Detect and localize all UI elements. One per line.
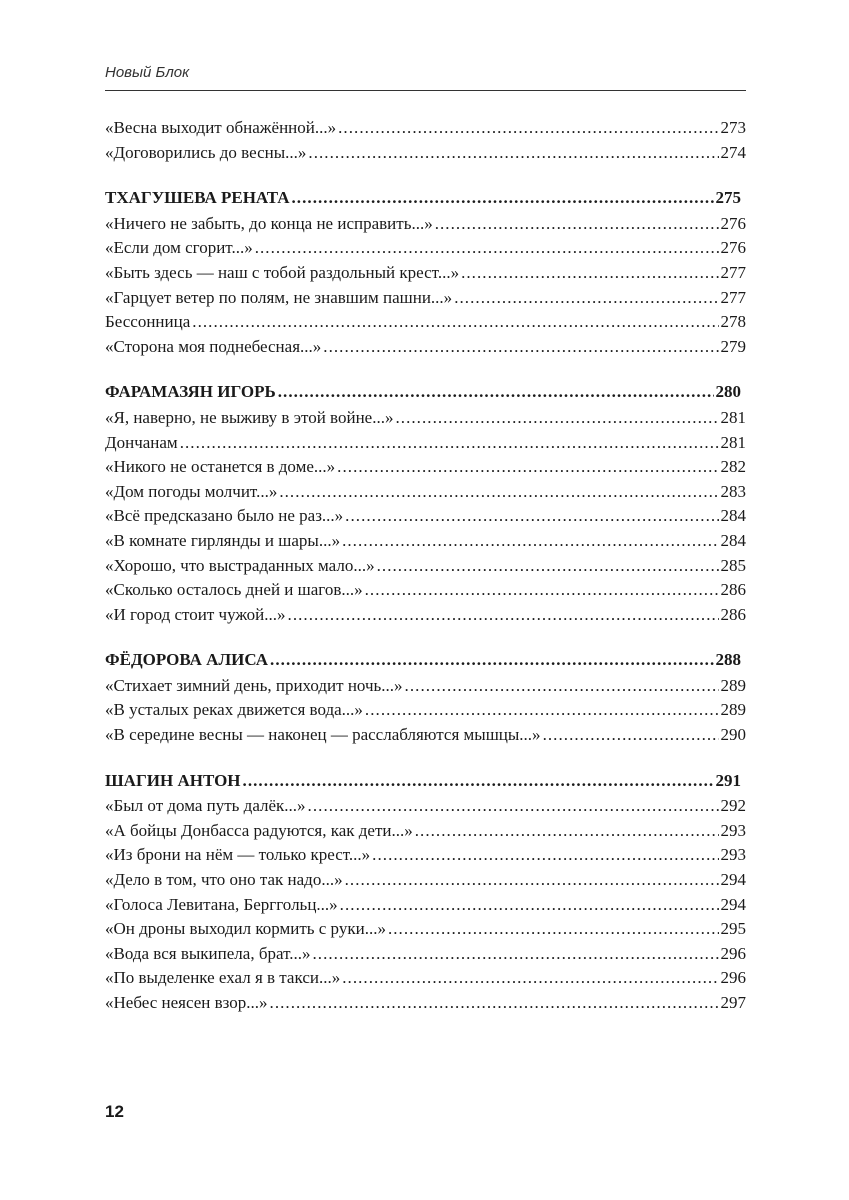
author-heading[interactable] bbox=[105, 380, 746, 405]
entry-title: «Сколько осталось дней и шагов...» bbox=[105, 580, 363, 600]
entry-title: «Был от дома путь далёк...» bbox=[105, 796, 306, 816]
toc-entry[interactable] bbox=[105, 966, 746, 991]
entry-page: 289 bbox=[720, 700, 746, 720]
toc-entry[interactable] bbox=[105, 578, 746, 603]
entry-title: «Ничего не забыть, до конца не исправить...» bbox=[105, 213, 433, 233]
entry-page: 285 bbox=[720, 555, 746, 575]
entry-page: 282 bbox=[720, 457, 746, 477]
entry-page: 276 bbox=[720, 213, 746, 233]
entry-page: 296 bbox=[720, 943, 746, 963]
entry-page: 280 bbox=[715, 382, 741, 402]
entry-title: Бессонница bbox=[105, 312, 191, 332]
entry-page: 294 bbox=[720, 894, 746, 914]
dot-leader bbox=[365, 698, 719, 723]
dot-leader bbox=[308, 141, 718, 166]
dot-leader bbox=[435, 212, 719, 237]
entry-title: «Хорошо, что выстраданных мало...» bbox=[105, 555, 375, 575]
entry-title: ШАГИН АНТОН bbox=[105, 770, 241, 790]
dot-leader bbox=[308, 794, 719, 819]
dot-leader bbox=[415, 819, 719, 844]
entry-page: 273 bbox=[720, 118, 746, 137]
dot-leader bbox=[279, 480, 718, 505]
toc-entry[interactable] bbox=[105, 116, 746, 141]
entry-page: 274 bbox=[720, 142, 746, 162]
dot-leader bbox=[338, 116, 718, 141]
dot-leader bbox=[345, 868, 719, 893]
entry-title: «Дом погоды молчит...» bbox=[105, 481, 278, 501]
author-heading[interactable] bbox=[105, 648, 746, 673]
toc-entry[interactable] bbox=[105, 893, 746, 918]
entry-page: 284 bbox=[720, 530, 746, 550]
entry-page: 286 bbox=[720, 604, 746, 624]
entry-title: «Из брони на нём — только крест...» bbox=[105, 845, 371, 865]
toc-entry[interactable] bbox=[105, 819, 746, 844]
dot-leader bbox=[243, 769, 714, 794]
entry-title: «Голоса Левитана, Берггольц...» bbox=[105, 894, 338, 914]
header-rule bbox=[105, 90, 746, 91]
entry-title: «И город стоит чужой...» bbox=[105, 604, 286, 624]
toc-entry[interactable] bbox=[105, 261, 746, 286]
toc-entry[interactable] bbox=[105, 674, 746, 699]
toc-entry[interactable] bbox=[105, 868, 746, 893]
toc-entry[interactable] bbox=[105, 723, 746, 748]
toc-entry[interactable] bbox=[105, 335, 746, 360]
author-section bbox=[105, 186, 746, 359]
entry-page: 277 bbox=[720, 287, 746, 307]
entry-title: «Весна выходит обнажённой...» bbox=[105, 118, 337, 137]
toc-entry[interactable] bbox=[105, 286, 746, 311]
dot-leader bbox=[278, 380, 714, 405]
author-heading[interactable] bbox=[105, 769, 746, 794]
entry-title: «Если дом сгорит...» bbox=[105, 238, 253, 258]
dot-leader bbox=[395, 406, 718, 431]
toc-entry[interactable] bbox=[105, 212, 746, 237]
toc-entry[interactable] bbox=[105, 310, 746, 335]
entry-title: «Быть здесь — наш с тобой раздольный крест...» bbox=[105, 262, 460, 282]
entry-title: ТХАГУШЕВА РЕНАТА bbox=[105, 188, 290, 208]
dot-leader bbox=[543, 723, 719, 748]
toc-entry[interactable] bbox=[105, 431, 746, 456]
entry-page: 278 bbox=[720, 312, 746, 332]
dot-leader bbox=[270, 648, 713, 673]
dot-leader bbox=[192, 310, 718, 335]
entry-title: «Дело в том, что оно так надо...» bbox=[105, 870, 343, 890]
author-section bbox=[105, 769, 746, 1016]
toc-entry[interactable] bbox=[105, 141, 746, 166]
toc-entry[interactable] bbox=[105, 504, 746, 529]
dot-leader bbox=[312, 942, 718, 967]
dot-leader bbox=[405, 674, 719, 699]
entry-title: «В середине весны — наконец — расслабляются мышцы...» bbox=[105, 725, 541, 745]
toc-entry[interactable] bbox=[105, 480, 746, 505]
entry-page: 290 bbox=[720, 725, 746, 745]
running-head: Новый Блок bbox=[105, 64, 190, 81]
toc-entry[interactable] bbox=[105, 236, 746, 261]
dot-leader bbox=[454, 286, 718, 311]
author-section bbox=[105, 380, 746, 627]
toc-entry[interactable] bbox=[105, 991, 746, 1016]
entry-title: «В усталых реках движется вода...» bbox=[105, 700, 363, 720]
page-number: 12 bbox=[105, 1102, 124, 1121]
entry-page: 296 bbox=[720, 968, 746, 988]
entry-title: «Гарцует ветер по полям, не знавшим пашни...» bbox=[105, 287, 453, 307]
entry-title: «Сторона моя поднебесная...» bbox=[105, 336, 322, 356]
toc-entry[interactable] bbox=[105, 529, 746, 554]
toc-entry[interactable] bbox=[105, 794, 746, 819]
entry-title: ФЁДОРОВА АЛИСА bbox=[105, 650, 269, 670]
dot-leader bbox=[270, 991, 719, 1016]
dot-leader bbox=[342, 966, 718, 991]
dot-leader bbox=[372, 843, 718, 868]
entry-title: «По выделенке ехал я в такси...» bbox=[105, 968, 341, 988]
author-section bbox=[105, 648, 746, 747]
entry-page: 297 bbox=[720, 993, 746, 1012]
toc-entry[interactable] bbox=[105, 917, 746, 942]
entry-title: ФАРАМАЗЯН ИГОРЬ bbox=[105, 382, 276, 402]
toc-entry[interactable] bbox=[105, 942, 746, 967]
toc-entry[interactable] bbox=[105, 843, 746, 868]
entry-title: «Всё предсказано было не раз...» bbox=[105, 506, 344, 526]
dot-leader bbox=[180, 431, 719, 456]
toc-entry[interactable] bbox=[105, 406, 746, 431]
entry-title: «Вода вся выкипела, брат...» bbox=[105, 943, 311, 963]
entry-page: 281 bbox=[720, 407, 746, 427]
dot-leader bbox=[461, 261, 718, 286]
entry-page: 286 bbox=[720, 580, 746, 600]
entry-title: «Никого не останется в доме...» bbox=[105, 457, 336, 477]
entry-page: 293 bbox=[720, 820, 746, 840]
dot-leader bbox=[342, 529, 718, 554]
dot-leader bbox=[288, 603, 719, 628]
entry-page: 295 bbox=[720, 919, 746, 939]
dot-leader bbox=[365, 578, 719, 603]
entry-title: «Я, наверно, не выживу в этой войне...» bbox=[105, 407, 394, 427]
entry-page: 284 bbox=[720, 506, 746, 526]
entry-page: 283 bbox=[720, 481, 746, 501]
entry-title: «А бойцы Донбасса радуются, как дети...» bbox=[105, 820, 413, 840]
entry-page: 276 bbox=[720, 238, 746, 258]
dot-leader bbox=[345, 504, 718, 529]
entry-page: 288 bbox=[715, 650, 741, 670]
toc-entry[interactable] bbox=[105, 455, 746, 480]
dot-leader bbox=[337, 455, 718, 480]
entry-title: «Договорились до весны...» bbox=[105, 142, 307, 162]
entry-page: 279 bbox=[720, 336, 746, 356]
entry-page: 293 bbox=[720, 845, 746, 865]
dot-leader bbox=[323, 335, 718, 360]
dot-leader bbox=[292, 186, 714, 211]
entry-title: Дончанам bbox=[105, 432, 178, 452]
entry-page: 294 bbox=[720, 870, 746, 890]
entry-title: «В комнате гирлянды и шары...» bbox=[105, 530, 341, 550]
entry-page: 292 bbox=[720, 796, 746, 816]
toc-entry[interactable] bbox=[105, 603, 746, 628]
dot-leader bbox=[255, 236, 719, 261]
entry-page: 291 bbox=[715, 770, 741, 790]
entry-title: «Стихает зимний день, приходит ночь...» bbox=[105, 675, 403, 695]
dot-leader bbox=[377, 554, 719, 579]
toc-entry[interactable] bbox=[105, 554, 746, 579]
dot-leader bbox=[340, 893, 719, 918]
toc-entry[interactable] bbox=[105, 698, 746, 723]
entry-title: «Небес неясен взор...» bbox=[105, 993, 268, 1012]
entry-page: 281 bbox=[720, 432, 746, 452]
entry-page: 277 bbox=[720, 262, 746, 282]
table-of-contents bbox=[105, 116, 746, 1016]
entry-page: 275 bbox=[715, 188, 741, 208]
dot-leader bbox=[388, 917, 719, 942]
entry-title: «Он дроны выходил кормить с руки...» bbox=[105, 919, 386, 939]
author-heading[interactable] bbox=[105, 186, 746, 211]
entry-page: 289 bbox=[720, 675, 746, 695]
